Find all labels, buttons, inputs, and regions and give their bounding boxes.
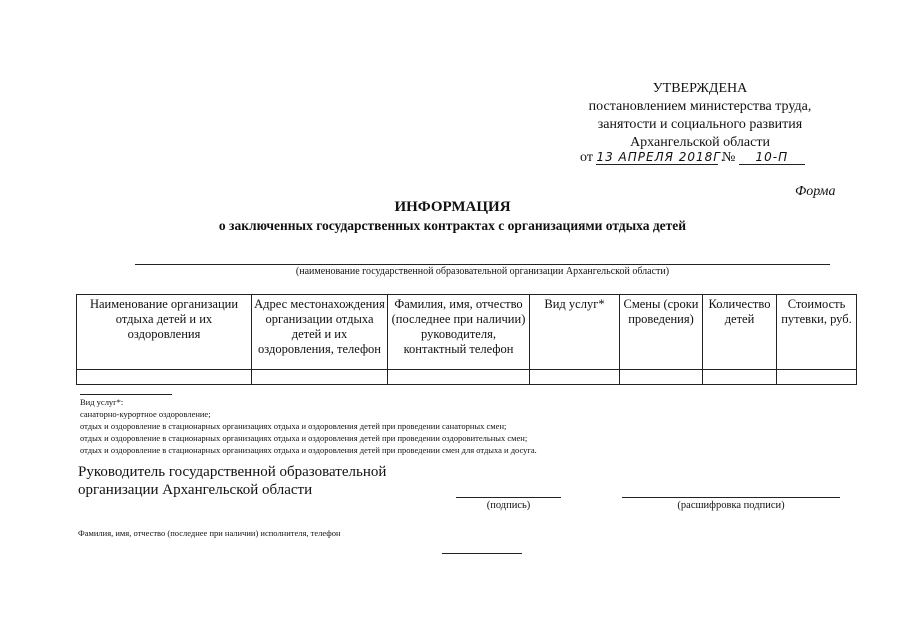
approval-date-line [580,150,805,166]
form-label: Форма [795,184,836,199]
header-children-count: Количество детей [703,295,777,370]
org-name-field-line [135,264,830,265]
number-sign: № [721,150,736,165]
header-service-type: Вид услуг* [530,295,620,370]
executor-field-line [442,553,522,554]
table-header-row [77,295,857,370]
header-org-name: Наименование организации отдыха детей и их оздоровления [77,295,252,370]
table-cell[interactable] [388,370,530,385]
approval-line-1: постановлением министерства труда, [588,99,812,114]
table-cell[interactable] [777,370,857,385]
footnote-item: отдых и оздоровление в стационарных организациях отдыха и оздоровления детей при проведении смен для отдыха и досуга. [80,445,537,455]
signature-field-line [456,497,561,498]
date-handwritten: 13 АПРЕЛЯ 2018Г. [596,150,726,164]
signature-decode-field-line [622,497,840,498]
footnote-item: отдых и оздоровление в стационарных организациях отдыха и оздоровления детей при проведении санаторных смен; [80,421,507,431]
table-cell[interactable] [703,370,777,385]
head-signature-label [78,463,386,499]
header-address: Адрес местонахождения организации отдыха детей и их оздоровления, телефон [252,295,388,370]
table-cell[interactable] [530,370,620,385]
table-cell[interactable] [252,370,388,385]
document-subtitle: о заключенных государственных контрактах с организациями отдыха детей [218,218,687,233]
header-shifts: Смены (сроки проведения) [620,295,703,370]
signature-decode-caption: (расшифровка подписи) [677,500,785,511]
date-prefix: от [580,150,593,165]
document-title: ИНФОРМАЦИЯ [394,199,511,215]
table-cell[interactable] [77,370,252,385]
executor-label: Фамилия, имя, отчество (последнее при наличии) исполнителя, телефон [78,528,341,538]
footnote-heading: Вид услуг*: [80,397,124,407]
header-director: Фамилия, имя, отчество (последнее при наличии) руководителя, контактный телефон [388,295,530,370]
signature-caption: (подпись) [486,500,531,511]
footnote-item: отдых и оздоровление в стационарных организациях отдыха и оздоровления детей при проведении оздоровительных смен; [80,433,528,443]
head-title-line-2: организации Архангельской области [78,482,313,498]
org-name-caption: (наименование государственной образовательной организации Архангельской области) [295,266,670,277]
head-title-line-1: Руководитель государственной образовательной [78,464,387,480]
number-handwritten: 10-П [739,150,805,165]
table-row [77,370,857,385]
footnote-item: санаторно-курортное оздоровление; [80,409,211,419]
approval-block [560,80,840,152]
approval-line-3: Архангельской области [630,135,770,150]
approval-heading: УТВЕРЖДЕНА [652,81,748,96]
footnotes [80,396,537,456]
contracts-table [76,294,857,385]
approval-line-2: занятости и социального развития [597,117,803,132]
table-cell[interactable] [620,370,703,385]
footnote-divider [80,394,172,395]
header-voucher-cost: Стоимость путевки, руб. [777,295,857,370]
